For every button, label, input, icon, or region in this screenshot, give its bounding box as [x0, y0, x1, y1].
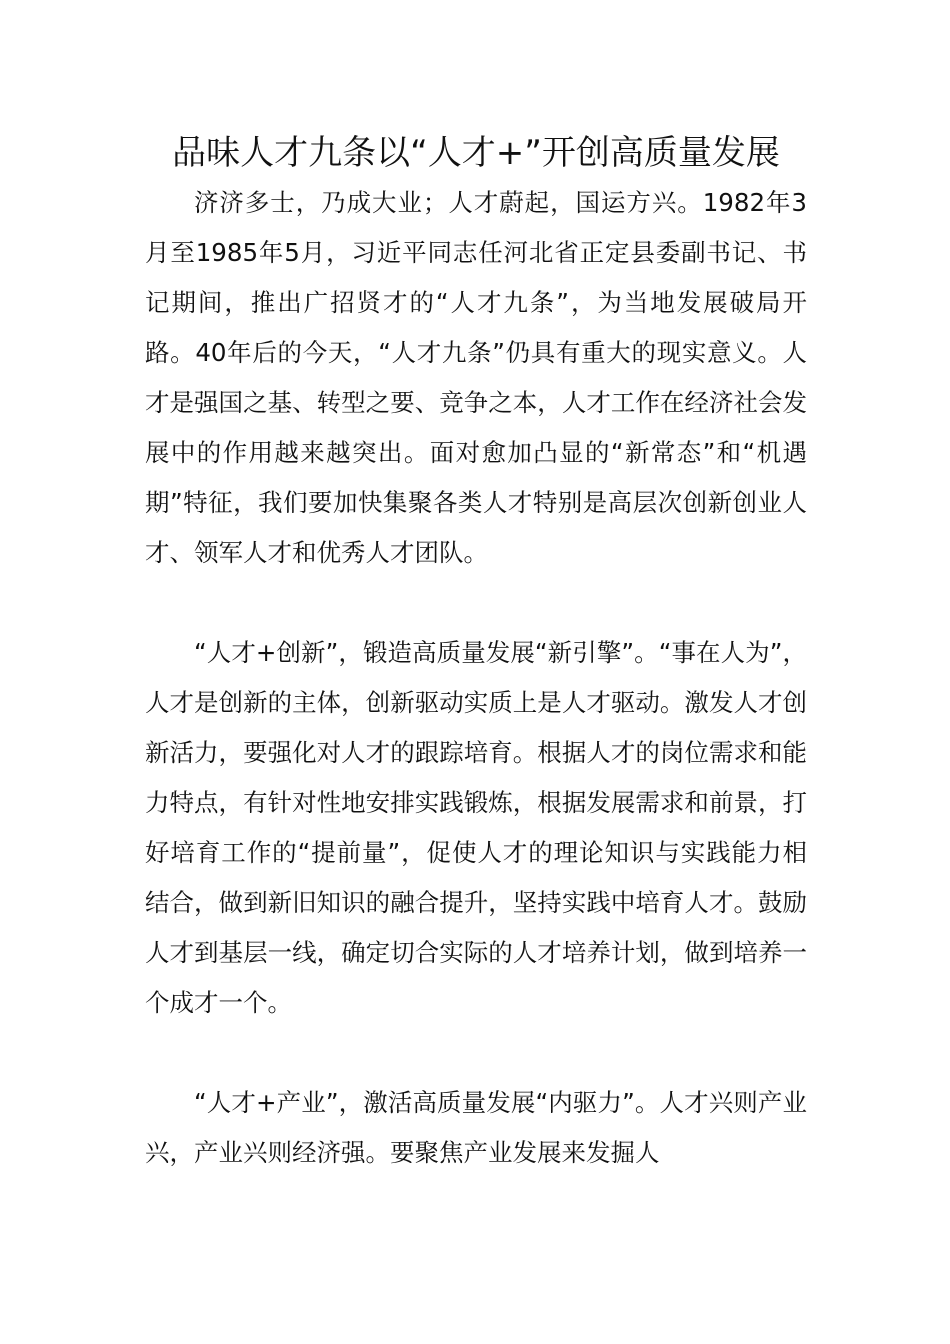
paragraph-gap — [145, 578, 807, 628]
paragraph-gap — [145, 1028, 807, 1078]
document-title: 品味人才九条以“人才+”开创高质量发展 — [172, 133, 780, 173]
document-page — [145, 128, 807, 1178]
paragraph-industry: “人才+产业”，激活高质量发展“内驱力”。人才兴则产业兴，产业兴则经济强。要聚焦产业发展来发掘人 — [145, 1088, 807, 1167]
paragraph-intro: 济济多士，乃成大业；人才蔚起，国运方兴。1982年3月至1985年5月，习近平同志任河北省正定县委副书记、书记期间，推出广招贤才的“人才九条”，为当地发展破局开路。40年后的今天，“人才九条”仍具有重大的现实意义。人才是强国之基、转型之要、竞争之本，人才工作在经济社会发展中的作用越来越突出。面对愈加凸显的“新常态”和“机遇期”特征，我们要加快集聚各类人才特别是高层次创新创业人才、领军人才和优秀人才团队。 — [145, 188, 807, 567]
paragraph-innovation: “人才+创新”，锻造高质量发展“新引擎”。“事在人为”，人才是创新的主体，创新驱动实质上是人才驱动。激发人才创新活力，要强化对人才的跟踪培育。根据人才的岗位需求和能力特点，有针对性地安排实践锻炼，根据发展需求和前景，打好培育工作的“提前量”，促使人才的理论知识与实践能力相结合，做到新旧知识的融合提升，坚持实践中培育人才。鼓励人才到基层一线，确定切合实际的人才培养计划，做到培养一个成才一个。 — [145, 638, 807, 1017]
